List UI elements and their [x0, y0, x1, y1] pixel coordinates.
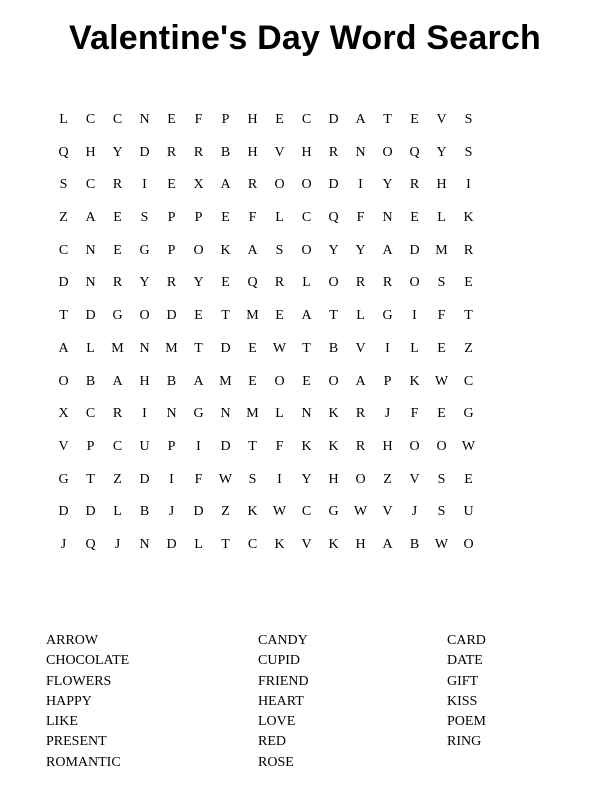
word-list-item: POEM — [447, 714, 486, 730]
grid-letter: T — [248, 438, 257, 454]
grid-letter: D — [85, 504, 96, 520]
grid-letter: D — [58, 504, 69, 520]
word-list-column-1 — [46, 631, 206, 773]
grid-letter: Q — [328, 210, 339, 226]
word-list-item: CHOCOLATE — [46, 653, 130, 669]
grid-letter: H — [247, 112, 258, 127]
grid-letter: F — [356, 210, 365, 226]
grid-letter: N — [85, 242, 96, 258]
grid-letter: J — [168, 504, 175, 520]
grid-letter: P — [167, 438, 176, 454]
grid-letter: N — [220, 406, 231, 422]
grid-letter: Y — [193, 275, 204, 291]
word-list-item: FLOWERS — [46, 673, 112, 689]
grid-letter: N — [139, 536, 150, 552]
grid-letter: O — [328, 275, 339, 291]
grid-letter: T — [59, 308, 68, 324]
grid-letter: W — [218, 471, 233, 487]
grid-letter: M — [435, 242, 448, 258]
grid-letter: L — [194, 536, 203, 552]
grid-letter: K — [247, 504, 258, 520]
grid-letter: H — [247, 144, 258, 160]
grid-letter: G — [382, 308, 393, 324]
grid-letter: A — [355, 373, 366, 389]
grid-letter: O — [274, 373, 285, 389]
word-list-column-3 — [447, 631, 607, 753]
grid-letter: I — [196, 438, 201, 454]
word-list-item: FRIEND — [258, 673, 309, 689]
grid-letter: C — [85, 406, 96, 422]
grid-letter: C — [301, 210, 312, 226]
word-list-item: CARD — [447, 633, 486, 648]
page-title: Valentine's Day Word Search — [68, 19, 542, 57]
grid-letter: V — [382, 504, 393, 520]
grid-letter: R — [193, 144, 204, 160]
grid-letter: U — [139, 438, 150, 454]
grid-letter: N — [139, 112, 150, 127]
grid-letter: P — [221, 112, 230, 127]
word-list-item: ARROW — [46, 633, 99, 648]
grid-letter: I — [358, 177, 363, 193]
grid-letter: D — [139, 471, 150, 487]
grid-letter: E — [248, 373, 257, 389]
grid-letter: J — [411, 504, 418, 520]
grid-letter: I — [169, 471, 174, 487]
grid-letter: V — [58, 438, 69, 454]
grid-letter: F — [194, 471, 203, 487]
grid-letter: K — [328, 406, 339, 422]
grid-letter: E — [167, 177, 176, 193]
grid-letter: L — [275, 210, 284, 226]
grid-letter: C — [112, 112, 123, 127]
grid-letter: E — [410, 210, 419, 226]
grid-letter: S — [464, 112, 473, 127]
grid-letter: S — [275, 242, 284, 258]
grid-letter: R — [409, 177, 420, 193]
grid-letter: E — [113, 242, 122, 258]
grid-letter: C — [58, 242, 69, 258]
grid-letter: Y — [328, 242, 339, 258]
grid-letter: R — [112, 406, 123, 422]
word-list-item: HEART — [258, 693, 304, 709]
grid-letter: P — [194, 210, 203, 226]
grid-letter: K — [328, 536, 339, 552]
grid-letter: S — [437, 275, 446, 291]
grid-letter: Q — [85, 536, 96, 552]
grid-letter: A — [382, 242, 393, 258]
grid-letter: T — [464, 308, 473, 324]
grid-letter: Z — [464, 340, 473, 356]
grid-letter: O — [355, 471, 366, 487]
grid-letter: T — [329, 308, 338, 324]
grid-letter: P — [86, 438, 95, 454]
word-list-item: ROMANTIC — [46, 754, 121, 770]
grid-letter: U — [463, 504, 474, 520]
grid-letter: C — [301, 504, 312, 520]
grid-letter: B — [85, 373, 96, 389]
grid-letter: O — [193, 242, 204, 258]
grid-letter: H — [355, 536, 366, 552]
grid-letter: R — [382, 275, 393, 291]
grid-letter: O — [409, 438, 420, 454]
grid-letter: W — [272, 340, 287, 356]
grid-letter: L — [59, 112, 68, 127]
grid-letter: Y — [355, 242, 366, 258]
grid-letter: T — [221, 308, 230, 324]
grid-letter: V — [436, 112, 447, 127]
grid-letter: N — [139, 340, 150, 356]
grid-letter: D — [85, 308, 96, 324]
grid-letter: T — [86, 471, 95, 487]
word-list-item: GIFT — [447, 673, 479, 689]
word-list-item: RING — [447, 734, 482, 750]
grid-letter: P — [383, 373, 392, 389]
grid-letter: R — [355, 406, 366, 422]
grid-letter: D — [328, 112, 339, 127]
grid-letter: O — [463, 536, 474, 552]
grid-letter: I — [412, 308, 417, 324]
grid-letter: C — [112, 438, 123, 454]
grid-letter: C — [301, 112, 312, 127]
grid-letter: Y — [301, 471, 312, 487]
grid-letter: R — [112, 275, 123, 291]
grid-letter: V — [274, 144, 285, 160]
grid-letter: G — [58, 471, 69, 487]
grid-letter: E — [410, 112, 419, 127]
word-list-item: CANDY — [258, 633, 308, 648]
word-list-column-2 — [258, 631, 418, 773]
grid-letter: L — [275, 406, 284, 422]
grid-letter: N — [355, 144, 366, 160]
word-list-item: CUPID — [258, 653, 301, 669]
grid-letter: T — [194, 340, 203, 356]
grid-letter: X — [193, 177, 204, 193]
grid-letter: O — [409, 275, 420, 291]
grid-letter: S — [59, 177, 68, 193]
grid-letter: E — [275, 308, 284, 324]
grid-letter: D — [409, 242, 420, 258]
grid-letter: A — [58, 340, 69, 356]
grid-letter: P — [167, 242, 176, 258]
grid-letter: S — [464, 144, 473, 160]
grid-letter: O — [301, 177, 312, 193]
grid-letter: K — [409, 373, 420, 389]
grid-letter: F — [275, 438, 284, 454]
grid-letter: K — [274, 536, 285, 552]
grid-letter: I — [385, 340, 390, 356]
grid-letter: V — [355, 340, 366, 356]
grid-letter: S — [248, 471, 257, 487]
grid-letter: S — [140, 210, 149, 226]
grid-letter: H — [85, 144, 96, 160]
grid-letter: I — [142, 406, 147, 422]
grid-letter: D — [193, 504, 204, 520]
grid-letter: R — [328, 144, 339, 160]
grid-letter: M — [219, 373, 232, 389]
grid-letter: B — [409, 536, 420, 552]
grid-letter: O — [274, 177, 285, 193]
grid-letter: E — [221, 275, 230, 291]
grid-letter: W — [353, 504, 368, 520]
grid-letter: X — [58, 406, 69, 422]
grid-letter: A — [382, 536, 393, 552]
grid-letter: O — [58, 373, 69, 389]
word-list-item: DATE — [447, 653, 483, 669]
grid-letter: A — [220, 177, 231, 193]
grid-letter: D — [58, 275, 69, 291]
grid-letter: D — [328, 177, 339, 193]
grid-letter: N — [301, 406, 312, 422]
grid-letter: H — [328, 471, 339, 487]
grid-letter: D — [220, 340, 231, 356]
grid-letter: J — [60, 536, 67, 552]
grid-letter: H — [382, 438, 393, 454]
grid-letter: H — [139, 373, 150, 389]
grid-letter: E — [437, 340, 446, 356]
grid-letter: A — [85, 210, 96, 226]
grid-letter: Q — [247, 275, 258, 291]
grid-letter: O — [382, 144, 393, 160]
grid-letter: H — [436, 177, 447, 193]
grid-letter: E — [113, 210, 122, 226]
grid-letter: R — [247, 177, 258, 193]
grid-letter: M — [111, 340, 124, 356]
grid-letter: D — [220, 438, 231, 454]
grid-letter: E — [464, 471, 473, 487]
grid-letter: L — [86, 340, 95, 356]
word-list-item: ROSE — [258, 754, 294, 770]
grid-letter: T — [302, 340, 311, 356]
grid-letter: L — [302, 275, 311, 291]
grid-letter: O — [328, 373, 339, 389]
grid-letter: L — [437, 210, 446, 226]
grid-letter: K — [463, 210, 474, 226]
grid-letter: G — [112, 308, 123, 324]
grid-letter: C — [85, 177, 96, 193]
grid-letter: L — [113, 504, 122, 520]
word-list-item: PRESENT — [46, 734, 107, 750]
grid-letter: E — [302, 373, 311, 389]
grid-letter: W — [434, 373, 449, 389]
grid-letter: N — [382, 210, 393, 226]
grid-letter: M — [246, 406, 259, 422]
grid-letter: G — [463, 406, 474, 422]
grid-letter: E — [167, 112, 176, 127]
grid-letter: J — [384, 406, 391, 422]
grid-letter: A — [301, 308, 312, 324]
grid-letter: N — [85, 275, 96, 291]
grid-letter: V — [409, 471, 420, 487]
grid-letter: O — [301, 242, 312, 258]
grid-letter: B — [328, 340, 339, 356]
grid-letter: I — [142, 177, 147, 193]
word-list-item: HAPPY — [46, 693, 92, 709]
grid-letter: E — [221, 210, 230, 226]
grid-letter: A — [193, 373, 204, 389]
grid-letter: R — [166, 275, 177, 291]
grid-letter: E — [248, 340, 257, 356]
grid-letter: W — [461, 438, 476, 454]
grid-letter: T — [221, 536, 230, 552]
grid-letter: I — [466, 177, 471, 193]
grid-letter: Y — [382, 177, 393, 193]
grid-letter: M — [246, 308, 259, 324]
grid-letter: P — [167, 210, 176, 226]
grid-letter: Y — [112, 144, 123, 160]
grid-letter: O — [436, 438, 447, 454]
grid-letter: R — [463, 242, 474, 258]
grid-letter: L — [356, 308, 365, 324]
grid-letter: C — [247, 536, 258, 552]
word-list-item: LIKE — [46, 714, 78, 730]
grid-letter: G — [139, 242, 150, 258]
grid-letter: D — [166, 536, 177, 552]
grid-letter: S — [437, 504, 446, 520]
grid-letter: E — [437, 406, 446, 422]
grid-letter: G — [193, 406, 204, 422]
grid-letter: I — [277, 471, 282, 487]
grid-letter: Z — [59, 210, 68, 226]
grid-letter: Q — [409, 144, 420, 160]
grid-letter: B — [166, 373, 177, 389]
grid-letter: R — [166, 144, 177, 160]
grid-letter: F — [248, 210, 257, 226]
grid-letter: K — [301, 438, 312, 454]
grid-letter: W — [434, 536, 449, 552]
grid-letter: C — [463, 373, 474, 389]
grid-letter: A — [112, 373, 123, 389]
grid-letter: K — [220, 242, 231, 258]
grid-letter: A — [247, 242, 258, 258]
grid-letter: T — [383, 112, 392, 127]
word-list-item: LOVE — [258, 714, 296, 730]
grid-letter: A — [355, 112, 366, 127]
grid-letter: D — [139, 144, 150, 160]
grid-letter: N — [166, 406, 177, 422]
grid-letter: R — [355, 438, 366, 454]
grid-letter: J — [114, 536, 121, 552]
grid-letter: F — [194, 112, 203, 127]
grid-letter: G — [328, 504, 339, 520]
grid-letter: Q — [58, 144, 69, 160]
grid-letter: L — [410, 340, 419, 356]
grid-letter: C — [85, 112, 96, 127]
grid-letter: W — [272, 504, 287, 520]
grid-letter: Z — [113, 471, 122, 487]
grid-letter: S — [437, 471, 446, 487]
grid-letter: Y — [139, 275, 150, 291]
grid-letter: F — [410, 406, 419, 422]
grid-letter: E — [275, 112, 284, 127]
grid-letter: E — [194, 308, 203, 324]
grid-letter: R — [112, 177, 123, 193]
word-list-item: KISS — [447, 693, 478, 709]
grid-letter: R — [355, 275, 366, 291]
grid-letter: D — [166, 308, 177, 324]
grid-letter: K — [328, 438, 339, 454]
grid-letter: B — [220, 144, 231, 160]
grid-letter: Z — [221, 504, 230, 520]
grid-letter: H — [301, 144, 312, 160]
letter-grid — [50, 104, 482, 562]
grid-letter: M — [165, 340, 178, 356]
grid-letter: V — [301, 536, 312, 552]
grid-letter: Y — [436, 144, 447, 160]
grid-letter: Z — [383, 471, 392, 487]
word-list-item: RED — [258, 734, 286, 750]
grid-letter: O — [139, 308, 150, 324]
grid-letter: E — [464, 275, 473, 291]
grid-letter: F — [437, 308, 446, 324]
grid-letter: R — [274, 275, 285, 291]
grid-letter: B — [139, 504, 150, 520]
